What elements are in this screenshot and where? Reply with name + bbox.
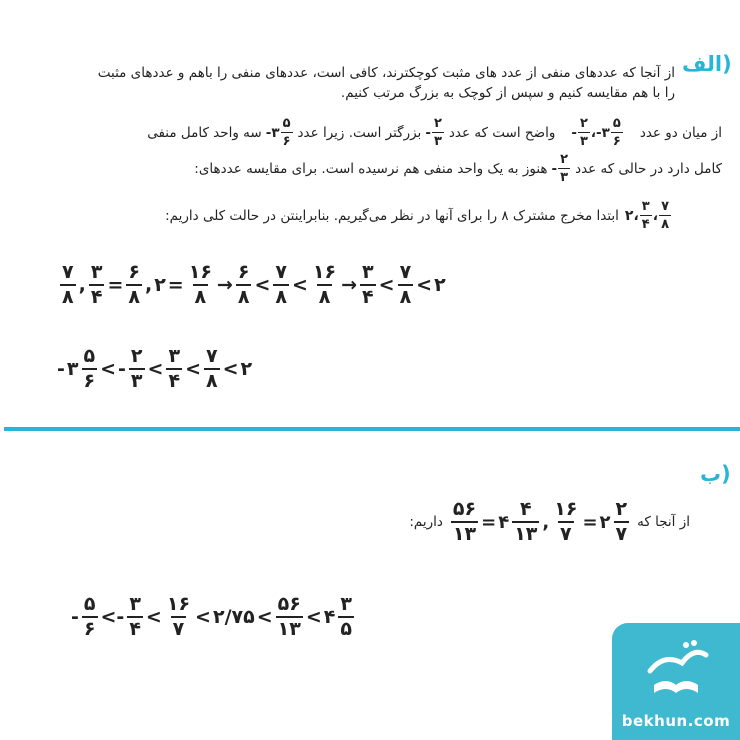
compare-text-a: از میان دو عدد [639,124,722,141]
compare-text-d: سه واحد کامل منفی [147,124,262,141]
compare-text-e: کامل دارد در حالی که عدد [575,160,722,177]
fraction-5-6: $\frac{۵}{۶}$ [83,593,96,640]
compare-line-1 [20,117,722,148]
fraction-7-8: $\frac{۷}{۸}$ [661,199,669,232]
fraction-7-8: $\frac{۷}{۸}$ [205,345,218,392]
fraction-5-6: $\frac{۵}{۶}$ [612,116,621,149]
section-divider [4,427,740,431]
fraction-7-8: $\frac{۷}{۸}$ [275,261,287,308]
section-a-intro [20,63,675,103]
fraction-2-3: $\frac{۲}{۳}$ [433,116,442,149]
equation-common-denominator: $\frac{۷}{۸}$ , $\frac{۳}{۴}$ = $\frac{۶}{۸}$ , ۲ = $\frac{۱۶}{۸}$ → $\frac{۶}{۸}$ < $\frac{۷}{۸}$ < $\frac{۱۶}{۸}$ → $\frac{۳}{۴}$ < $\frac{۷}{۸}$ < ۲ [62,261,446,308]
fraction-3-5: $\frac{۳}{۵}$ [340,593,352,640]
section-b-statement [370,500,690,544]
neg-two-thirds: - $\frac{۲}{۳}$ [425,116,442,149]
statement-text-b: داریم: [409,514,443,530]
neg-mixed-3-5-6: - ۳ $\frac{۵}{۶}$ [265,116,291,149]
statement-equation: $\frac{۵۶}{۱۳}$ = ۴ $\frac{۴}{۱۳}$ , $\frac{۱۶}{۷}$ = ۲ $\frac{۲}{۷}$ [452,498,628,545]
fraction-2-3: $\frac{۲}{۳}$ [130,345,143,392]
brand-url: bekhun.com [621,712,731,730]
fraction-2-7: $\frac{۲}{۷}$ [615,498,628,545]
fraction-6-8: $\frac{۶}{۸}$ [237,261,250,308]
neg-two-thirds: - $\frac{۲}{۳}$ [551,152,569,185]
fraction-16-8: $\frac{۱۶}{۸}$ [188,261,212,308]
intro-line-1: از آنجا که عددهای منفی از عدد های مثبت کوچکترند، کافی است، عددهای منفی را باهم و عددهای مثبت [97,65,675,81]
fraction-2-3: $\frac{۲}{۳}$ [560,152,569,185]
fraction-16-7: $\frac{۱۶}{۷}$ [554,498,578,545]
compare-text-f: هنوز به یک واحد منفی هم نرسیده است. برای مقایسه عددهای: [194,160,548,177]
compare-line-3 [32,200,672,231]
compare-text-g: ابتدا مخرج مشترک ۸ را برای آنها در نظر می‌گیریم. بنابراینتن در حالت کلی داریم: [165,207,619,224]
fraction-4-13: $\frac{۴}{۱۳}$ [514,498,538,545]
numbers-to-compare: ۲ ، $\frac{۳}{۴}$ ، $\frac{۷}{۸}$ [624,199,669,232]
fraction-7-8: $\frac{۷}{۸}$ [399,261,412,308]
compare-line-2 [20,153,722,184]
pair-expression: - $\frac{۲}{۳}$ ، - ۳ $\frac{۵}{۶}$ [571,116,621,149]
fraction-5-6: $\frac{۵}{۶}$ [282,116,291,149]
statement-text-a: از آنجا که [637,514,690,530]
section-b-label: ب) [700,462,731,486]
arrow-icon: → [341,274,358,296]
equation-final-order-b: - $\frac{۵}{۶}$ <- $\frac{۳}{۴}$ < $\frac{۱۶}{۷}$ < ۲/۷۵ < $\frac{۵۶}{۱۳}$ < ۴ $\frac{۳}{۵}$ [71,593,352,640]
fraction-3-4: $\frac{۳}{۴}$ [168,345,181,392]
equation-final-order-a: - ۳ $\frac{۵}{۶}$ < - $\frac{۲}{۳}$ < $\frac{۳}{۴}$ < $\frac{۷}{۸}$ < ۲ [57,345,253,392]
fraction-56-13: $\frac{۵۶}{۱۳}$ [277,593,301,640]
fraction-3-4: $\frac{۳}{۴}$ [362,261,374,308]
fraction-2-3: $\frac{۲}{۳}$ [579,116,588,149]
compare-text-b: واضح است که عدد [448,124,556,141]
fraction-3-4: $\frac{۳}{۴}$ [641,199,650,232]
fraction-6-8: $\frac{۶}{۸}$ [128,261,140,308]
arrow-icon: → [216,274,233,296]
section-a-label: الف) [682,52,732,76]
fraction-5-6: $\frac{۵}{۶}$ [83,345,96,392]
fraction-56-13: $\frac{۵۶}{۱۳}$ [452,498,477,545]
fraction-16-8: $\frac{۱۶}{۸}$ [312,261,337,308]
fraction-3-4: $\frac{۳}{۴}$ [90,261,103,308]
intro-line-2: را با هم مقایسه کنیم و سپس از کوچک به بزرگ مرتب کنیم. [340,85,675,101]
fraction-7-8: $\frac{۷}{۸}$ [62,261,74,308]
fraction-3-4: $\frac{۳}{۴}$ [129,593,141,640]
fraction-16-7: $\frac{۱۶}{۷}$ [166,593,191,640]
compare-text-c: بزرگتر است. زیرا عدد [297,124,422,141]
